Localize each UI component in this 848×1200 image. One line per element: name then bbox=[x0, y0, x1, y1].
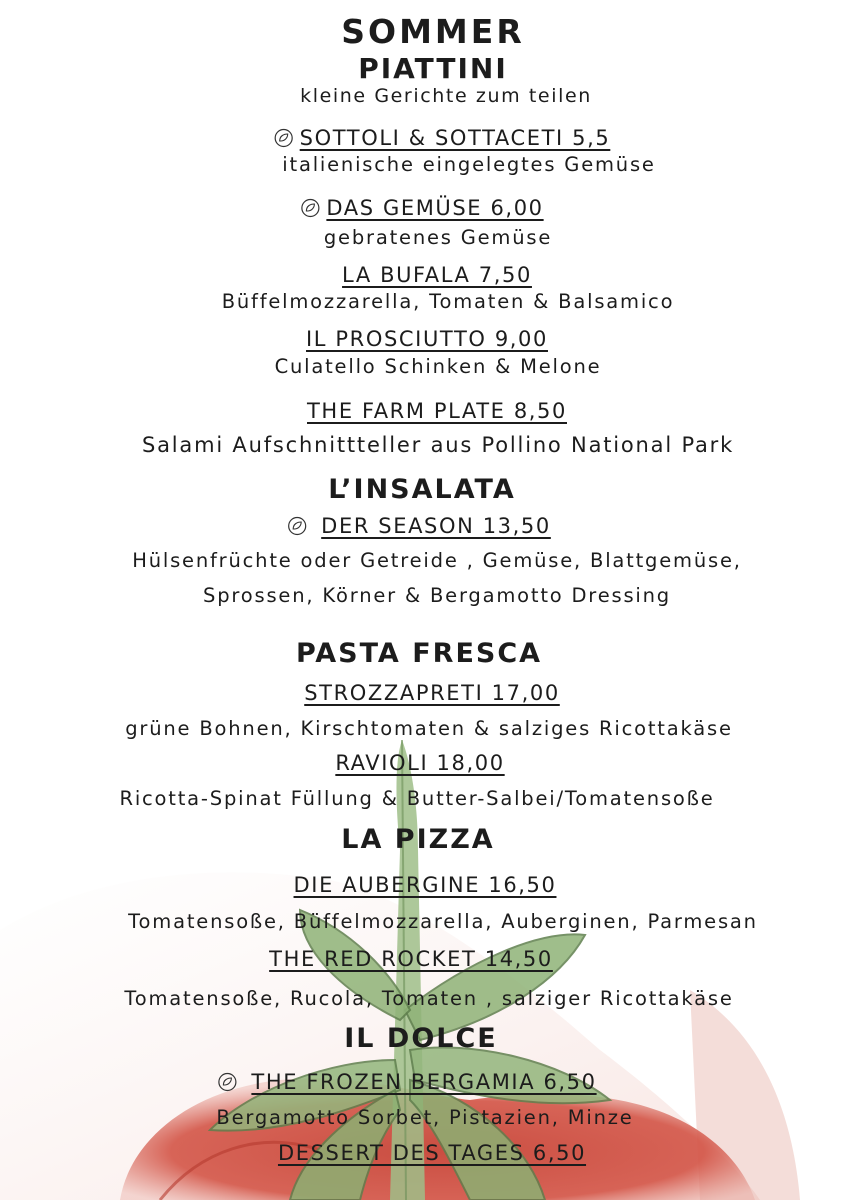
menu-item-description: Salami Aufschnittteller aus Pollino National Park bbox=[141, 433, 735, 457]
menu-item-description: italienische eingelegtes Gemüse bbox=[282, 153, 656, 176]
vegan-leaf-icon bbox=[300, 198, 320, 218]
menu-item-description: Büffelmozzarella, Tomaten & Balsamico bbox=[221, 290, 675, 313]
menu-item-description: Tomatensoße, Rucola, Tomaten , salziger Ricottakäse bbox=[124, 987, 734, 1010]
menu-item-description: grüne Bohnen, Kirschtomaten & salziges Ricottakäse bbox=[125, 717, 733, 740]
menu-item-description: Sprossen, Körner & Bergamotto Dressing bbox=[203, 584, 671, 607]
menu-item-description: Tomatensoße, Büffelmozzarella, Auberginen, Parmesan bbox=[128, 910, 758, 933]
vegan-leaf-icon bbox=[287, 516, 307, 536]
vegan-leaf-icon bbox=[274, 128, 294, 148]
menu-item-name: DAS GEMÜSE 6,00 bbox=[300, 196, 543, 220]
menu-item-name: STROZZAPRETI 17,00 bbox=[304, 681, 560, 705]
section-title-insalata: L’INSALATA bbox=[328, 474, 516, 505]
menu-item-name: THE RED ROCKET 14,50 bbox=[269, 947, 553, 971]
section-title-pizza: LA PIZZA bbox=[341, 824, 495, 855]
vegan-leaf-icon bbox=[217, 1072, 237, 1092]
menu-item-name: THE FROZEN BERGAMIA 6,50 bbox=[217, 1070, 596, 1094]
menu-item-name: SOTTOLI & SOTTACETI 5,5 bbox=[274, 126, 611, 150]
menu-item-description: Bergamotto Sorbet, Pistazien, Minze bbox=[216, 1106, 634, 1129]
menu-item-description: Ricotta-Spinat Füllung & Butter-Salbei/Tomatensoße bbox=[119, 787, 715, 810]
menu-item-name: IL PROSCIUTTO 9,00 bbox=[306, 327, 548, 351]
menu-item-description: gebratenes Gemüse bbox=[323, 226, 553, 249]
menu-title: SOMMER bbox=[341, 12, 525, 51]
section-title-piattini: PIATTINI bbox=[358, 52, 508, 85]
menu-item-description: Hülsenfrüchte oder Getreide , Gemüse, Blattgemüse, bbox=[132, 549, 742, 572]
section-title-pasta: PASTA FRESCA bbox=[295, 638, 543, 669]
menu-item-description: Culatello Schinken & Melone bbox=[274, 355, 602, 378]
section-subtitle: kleine Gerichte zum teilen bbox=[300, 85, 592, 107]
menu-item-name: DER SEASON 13,50 bbox=[287, 514, 551, 538]
menu-item-name: RAVIOLI 18,00 bbox=[335, 751, 505, 775]
menu-item-name: DIE AUBERGINE 16,50 bbox=[293, 873, 557, 897]
menu-item-name: THE FARM PLATE 8,50 bbox=[307, 399, 567, 423]
menu-item-name: LA BUFALA 7,50 bbox=[342, 263, 532, 287]
section-title-dolce: IL DOLCE bbox=[344, 1023, 498, 1054]
menu-item-name: DESSERT DES TAGES 6,50 bbox=[277, 1141, 587, 1165]
